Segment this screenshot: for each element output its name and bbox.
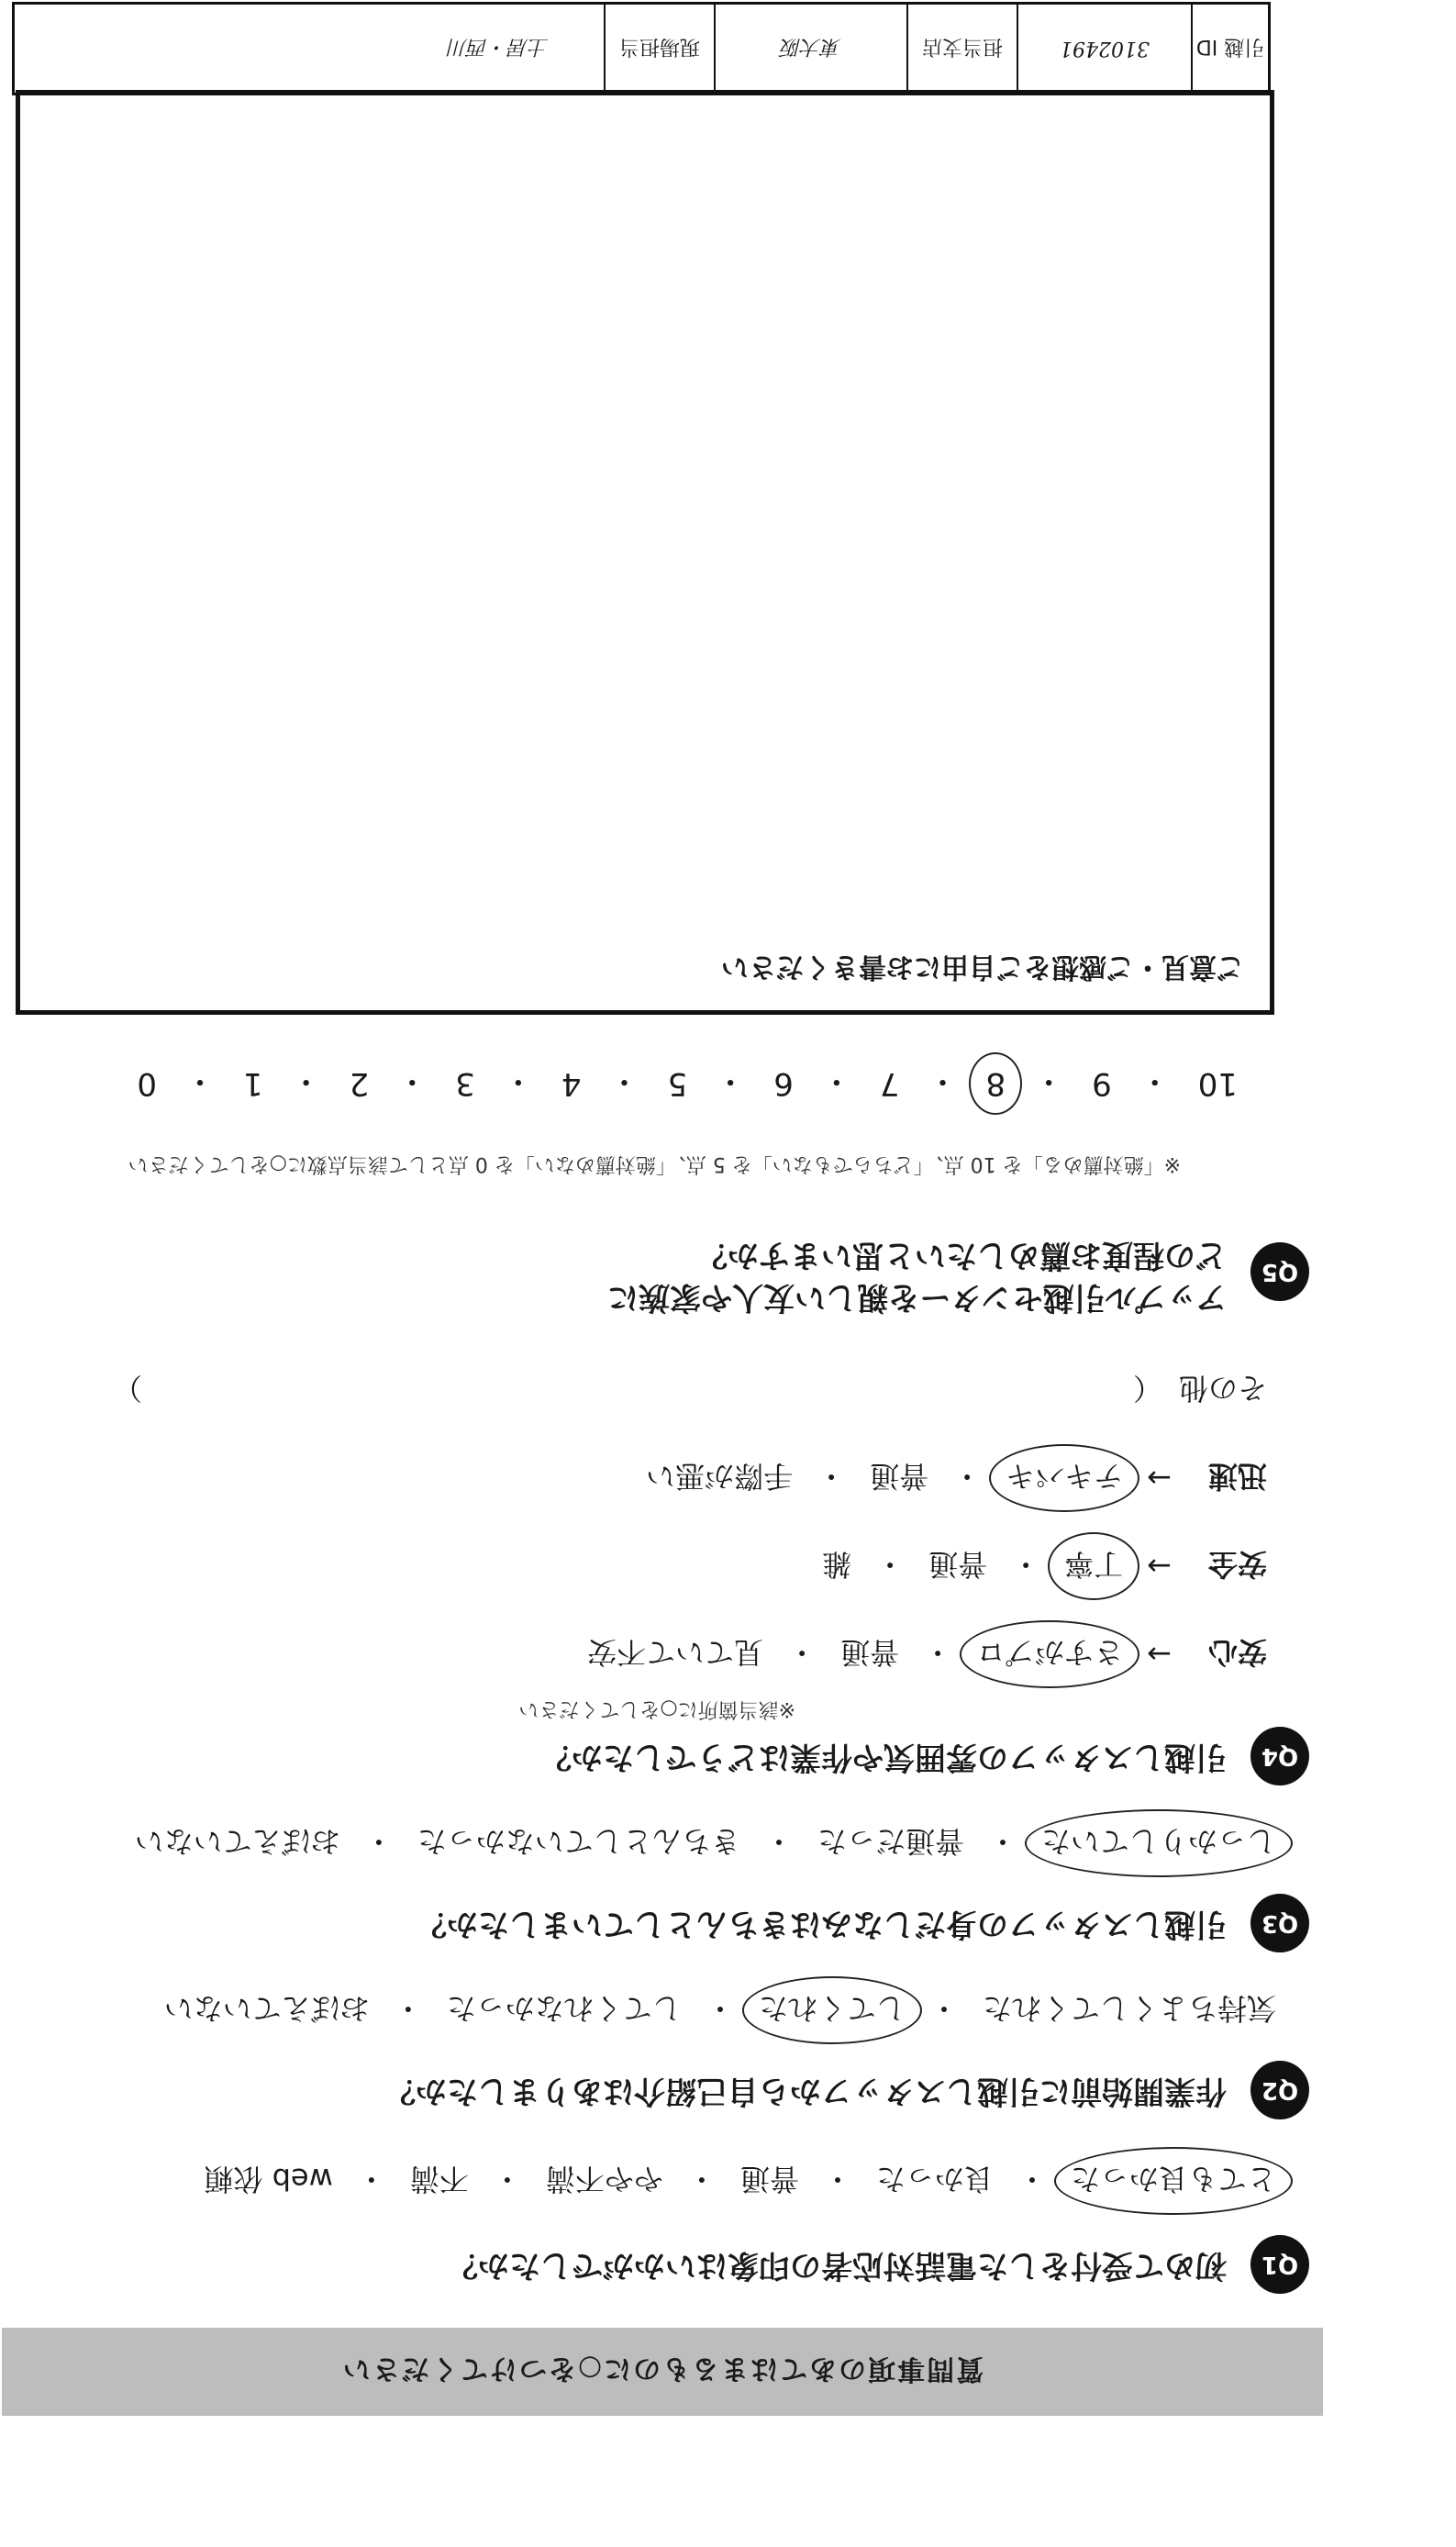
option-separator: ・: [705, 1991, 735, 2026]
option-item[interactable]: してくれなかった: [446, 1991, 682, 2026]
scale-separator: ・: [820, 1062, 852, 1099]
q1-question: 初めて受付をした電話対応者の印象はいかがでしたか？: [447, 2246, 1227, 2284]
scale-separator: ・: [927, 1062, 959, 1099]
option-separator: ・: [393, 1991, 423, 2026]
q2-options: [164, 1989, 1276, 2031]
option-item[interactable]: とても良かった: [1071, 2160, 1276, 2202]
q4-other-label: その他: [1178, 1371, 1267, 1406]
option-separator: ・: [987, 1824, 1017, 1859]
scale-separator: ・: [396, 1062, 428, 1099]
scale-number[interactable]: 8: [985, 1065, 1006, 1103]
instruction-banner: 質問事項のあてはまるものに○をつけてください: [2, 2328, 1323, 2416]
option-separator: ・: [1017, 2162, 1047, 2197]
option-separator: ・: [875, 1547, 906, 1582]
branch-value: 東大阪: [714, 5, 906, 93]
option-item[interactable]: してくれた: [759, 1989, 906, 2031]
option-item[interactable]: さすがプロ: [976, 1633, 1123, 1675]
q1-badge: Q1: [1250, 2235, 1309, 2294]
scale-separator: ・: [608, 1062, 640, 1099]
q4-other-open: （: [1132, 1371, 1162, 1406]
comment-label: ご意見・ご感想をご自由にお書きください: [721, 951, 1244, 983]
q4-row-label: 安全: [1207, 1547, 1267, 1582]
option-item[interactable]: 普通: [928, 1547, 988, 1582]
q3-question: 引越しスタッフの身だしなみはきちんとしていましたか？: [416, 1905, 1227, 1942]
option-item[interactable]: 普通だった: [817, 1824, 964, 1859]
option-item[interactable]: 丁寧: [1064, 1545, 1123, 1587]
option-item[interactable]: やや不満: [545, 2162, 663, 2197]
id-label: 引越 ID: [1191, 5, 1268, 93]
q2-question: 作業開始前に引越しスタッフから自己紹介はありましたか？: [384, 2072, 1227, 2109]
option-item[interactable]: 気持ちよくしてくれた: [982, 1991, 1276, 2026]
q4-badge: Q4: [1250, 1727, 1309, 1785]
scale-number[interactable]: 9: [1092, 1065, 1112, 1103]
comment-box: [16, 90, 1274, 1015]
option-separator: ・: [787, 1635, 817, 1670]
arrow-icon: →: [1147, 1549, 1172, 1584]
option-item[interactable]: 普通: [739, 2162, 799, 2197]
option-separator: ・: [686, 2162, 717, 2197]
q5-badge: Q5: [1250, 1242, 1309, 1301]
scale-separator: ・: [1033, 1062, 1065, 1099]
scale-separator: ・: [290, 1062, 322, 1099]
q5-question-line2: どの程度お薦めしたいと思いますか？: [696, 1237, 1227, 1274]
option-item[interactable]: 不満: [409, 2162, 469, 2197]
scale-separator: ・: [1139, 1062, 1171, 1099]
scale-number[interactable]: 4: [561, 1065, 582, 1103]
arrow-icon: →: [1147, 1637, 1172, 1672]
option-item[interactable]: 良かった: [875, 2162, 994, 2197]
scale-number[interactable]: 6: [773, 1065, 794, 1103]
q4-other: [113, 1369, 1267, 1411]
option-item[interactable]: おぼえていない: [163, 1991, 370, 2026]
option-item[interactable]: 普通: [870, 1459, 929, 1494]
scale-number[interactable]: 2: [349, 1065, 370, 1103]
scale-separator: ・: [183, 1062, 216, 1099]
option-item[interactable]: しっかりしていた: [1041, 1822, 1276, 1864]
q2-badge: Q2: [1250, 2061, 1309, 2119]
q4-row-anshin: [587, 1633, 1267, 1675]
q4-row-label: 迅速: [1207, 1459, 1267, 1494]
scale-separator: ・: [715, 1062, 747, 1099]
option-separator: ・: [356, 2162, 386, 2197]
option-item[interactable]: きちんとしていなかった: [417, 1824, 740, 1859]
option-item[interactable]: 普通: [840, 1635, 900, 1670]
staff-value: 土居・西川: [447, 35, 549, 59]
q4-row-anzen: [822, 1545, 1267, 1587]
staff-label: 現場担当: [604, 5, 714, 93]
scale-number[interactable]: 7: [879, 1065, 900, 1103]
option-item[interactable]: web 依頼: [204, 2162, 333, 2197]
q1-options: [204, 2160, 1276, 2202]
option-separator: ・: [923, 1635, 953, 1670]
q4-row-jinsoku: [646, 1457, 1267, 1499]
scale-number[interactable]: 0: [137, 1065, 157, 1103]
option-separator: ・: [928, 1991, 959, 2026]
q3-badge: Q3: [1250, 1894, 1309, 1952]
id-value: 3102491: [1017, 5, 1191, 93]
scale-number[interactable]: 5: [667, 1065, 688, 1103]
option-separator: ・: [822, 2162, 852, 2197]
q5-scale: [137, 1062, 1238, 1107]
option-item[interactable]: 手際が悪い: [646, 1459, 794, 1494]
q4-question: 引越しスタッフの雰囲気や作業はどうでしたか？: [540, 1738, 1227, 1775]
scale-number[interactable]: 1: [242, 1065, 263, 1103]
scale-separator: ・: [502, 1062, 534, 1099]
q5-question-line1: アップル引越センターを親しい友人や家族に: [607, 1279, 1227, 1316]
option-item[interactable]: テキパキ: [1006, 1457, 1123, 1499]
scale-number[interactable]: 10: [1197, 1065, 1238, 1103]
q3-options: [135, 1822, 1276, 1864]
arrow-icon: →: [1147, 1461, 1172, 1496]
option-item[interactable]: 雑: [822, 1547, 852, 1582]
option-separator: ・: [763, 1824, 794, 1859]
option-separator: ・: [363, 1824, 394, 1859]
footer-table: [12, 2, 1271, 95]
option-separator: ・: [1011, 1547, 1041, 1582]
option-separator: ・: [817, 1459, 847, 1494]
q4-note: ※該当箇所に○をしてください: [518, 1697, 795, 1720]
branch-label: 担当支店: [906, 5, 1017, 93]
option-separator: ・: [492, 2162, 522, 2197]
q4-row-label: 安心: [1207, 1635, 1267, 1670]
option-separator: ・: [952, 1459, 983, 1494]
q4-other-close: ）: [112, 1371, 142, 1406]
option-item[interactable]: おぼえていない: [134, 1824, 340, 1859]
scale-number[interactable]: 3: [455, 1065, 475, 1103]
option-item[interactable]: 見ていて不安: [587, 1635, 764, 1670]
q5-note: ※「絶対薦める」を 10 点、「どちらでもない」を 5 点、「絶対薦めない」を 0 点として該当点数に○をしてください: [128, 1152, 1181, 1175]
